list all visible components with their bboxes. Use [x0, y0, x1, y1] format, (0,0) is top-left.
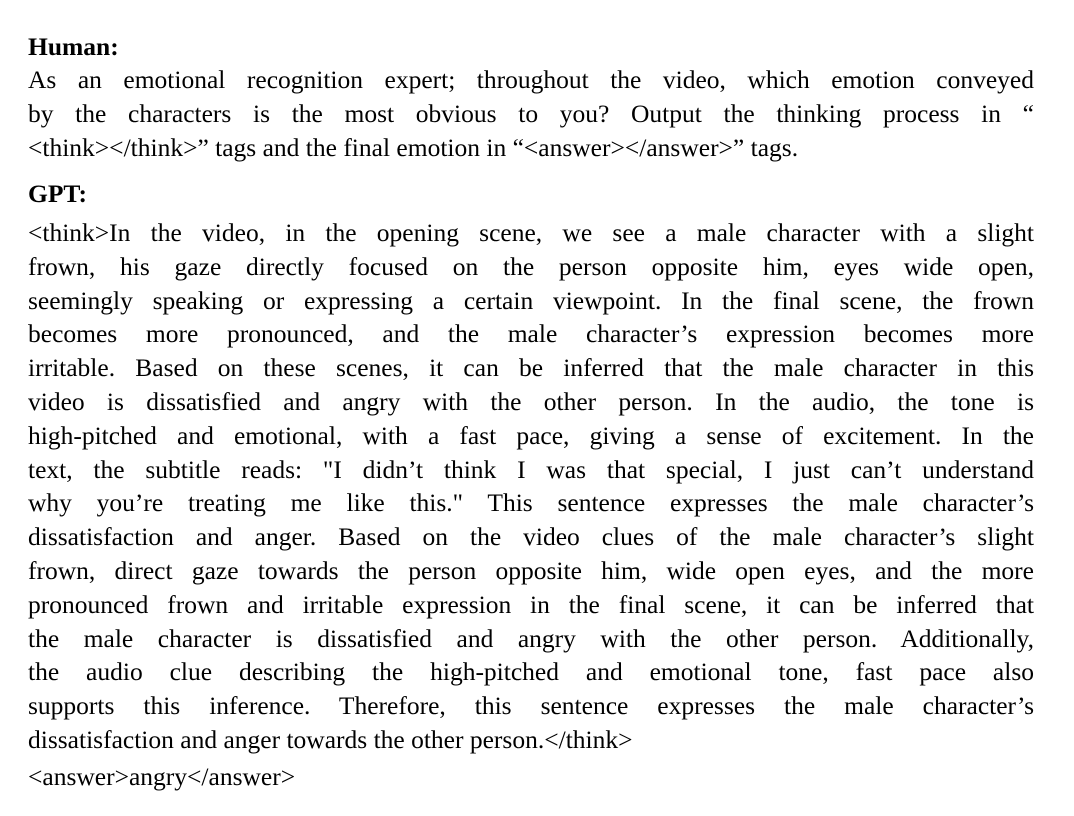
- gpt-answer-text: <answer>angry</answer>: [28, 762, 296, 791]
- gpt-line: seemingly speaking or expressing a certain viewpoint. In the final scene, the frown: [28, 285, 1034, 315]
- gpt-line: dissatisfaction and anger towards the other person.</think>: [28, 724, 633, 754]
- human-line: As an emotional recognition expert; throughout the video, which emotion conveyed: [28, 65, 1034, 94]
- gpt-line: frown, direct gaze towards the person opposite him, wide open eyes, and the more: [28, 555, 1034, 585]
- human-line: <think></think>” tags and the final emotion in “<answer></answer>” tags.: [28, 132, 799, 162]
- gpt-line: pronounced frown and irritable expression in the final scene, it can be inferred that: [28, 589, 1034, 619]
- gpt-response-text: [28, 216, 1034, 757]
- gpt-line: dissatisfaction and anger. Based on the video clues of the male character’s slight: [28, 522, 1034, 552]
- human-speaker-label: Human:: [28, 32, 119, 61]
- gpt-line: irritable. Based on these scenes, it can be inferred that the male character in this: [28, 353, 1034, 383]
- human-line: by the characters is the most obvious to you? Output the thinking process in “: [28, 98, 1034, 128]
- gpt-line: <think>In the video, in the opening scene, we see a male character with a slight: [28, 218, 1034, 247]
- gpt-line: frown, his gaze directly focused on the person opposite him, eyes wide open,: [28, 251, 1034, 281]
- gpt-speaker-label: GPT:: [28, 179, 88, 208]
- gpt-line: text, the subtitle reads: "I didn’t think I was that special, I just can’t understand: [28, 454, 1034, 484]
- gpt-line: the audio clue describing the high-pitched and emotional tone, fast pace also: [28, 657, 1034, 687]
- gpt-line: supports this inference. Therefore, this sentence expresses the male character’s: [28, 691, 1034, 721]
- gpt-line: the male character is dissatisfied and angry with the other person. Additionally,: [28, 623, 1034, 653]
- gpt-line: becomes more pronounced, and the male character’s expression becomes more: [28, 319, 1034, 349]
- gpt-line: why you’re treating me like this." This sentence expresses the male character’s: [28, 488, 1034, 518]
- gpt-line: video is dissatisfied and angry with the other person. In the audio, the tone is: [28, 386, 1034, 416]
- gpt-line: high-pitched and emotional, with a fast pace, giving a sense of excitement. In the: [28, 420, 1034, 450]
- human-prompt-text: [28, 63, 1034, 164]
